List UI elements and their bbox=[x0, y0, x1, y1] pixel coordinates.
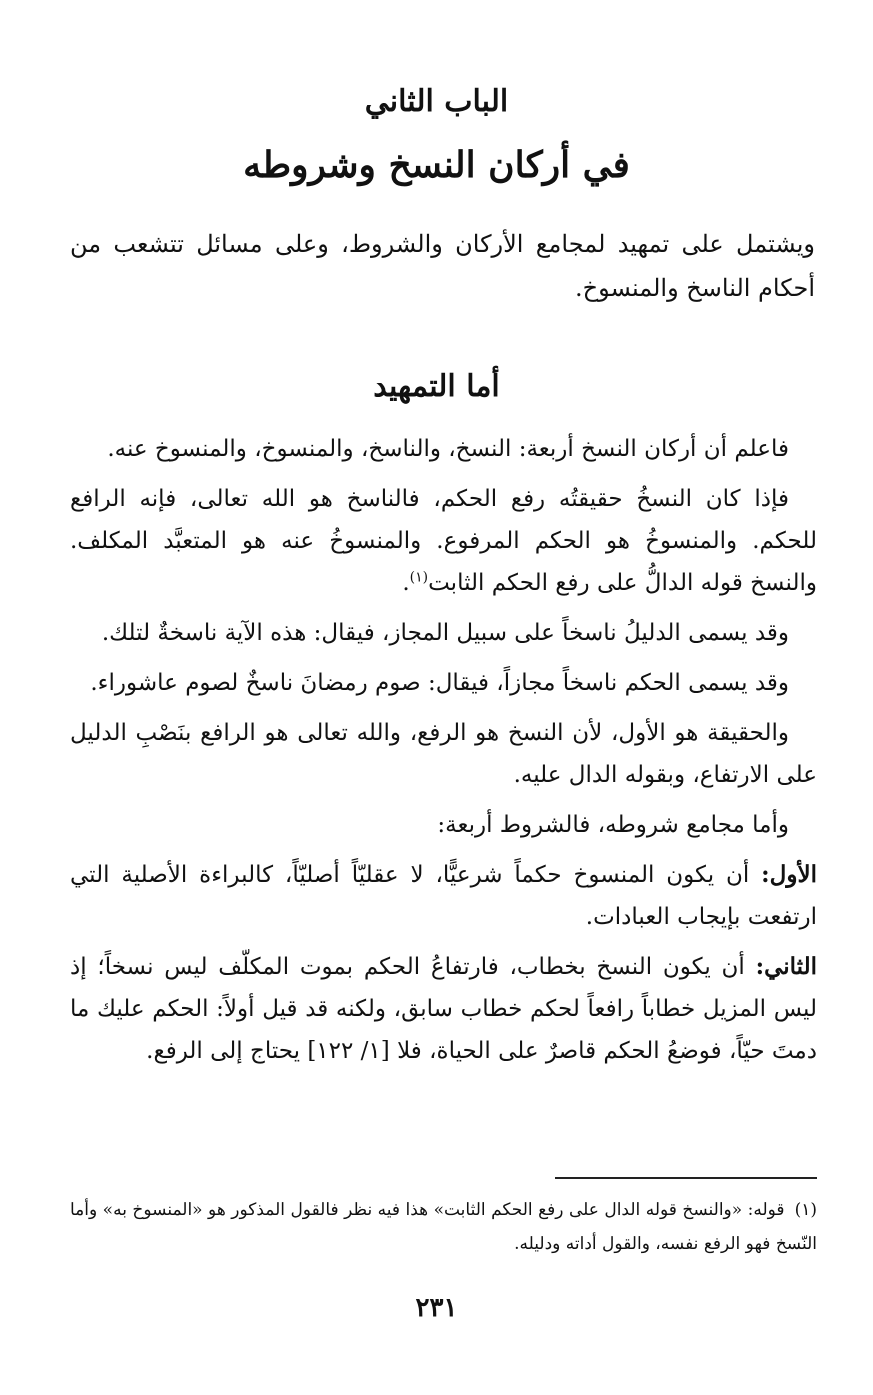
section-body bbox=[70, 428, 817, 1080]
condition-first-label: الأول: bbox=[761, 861, 817, 888]
condition-second-label: الثاني: bbox=[755, 953, 817, 980]
chapter-title: الباب الثاني bbox=[364, 84, 509, 119]
footnote-text: قوله: «والنسخ قوله الدال على رفع الحكم الثابت» هذا فيه نظر فالقول المذكور هو «المنسوخ به» وأما النّسخ فهو الرفع نفسه، والقول أداته ودليله. bbox=[70, 1200, 817, 1254]
paragraph-pillars: فاعلم أن أركان النسخ أربعة: النسخ، والناسخ، والمنسوخ، والمنسوخ عنه. bbox=[107, 436, 789, 462]
chapter-intro: ويشتمل على تمهيد لمجامع الأركان والشروط، وعلى مسائل تتشعب من أحكام الناسخ والمنسوخ. bbox=[70, 230, 815, 302]
footnote-reference: (١) bbox=[409, 569, 429, 586]
paragraph-conditions-intro: وأما مجامع شروطه، فالشروط أربعة: bbox=[437, 812, 789, 838]
section-heading: أما التمهيد bbox=[373, 369, 500, 404]
condition-second-text: أن يكون النسخ بخطاب، فارتفاعُ الحكم بموت المكلّف ليس نسخاً؛ إذ ليس المزيل خطاباً رافعاً لحكم خطاب سابق، ولكنه قد قيل أولاً: الحكم عليك ما دمتَ حيّاً، فوضعُ الحكم قاصرٌ على الحياة، فلا [١/ ١٢٢] يحتاج إلى الرفع. bbox=[70, 954, 817, 1064]
condition-first-text: أن يكون المنسوخ حكماً شرعيًّا، لا عقليّاً أصليّاً، كالبراءة الأصلية التي ارتفعت بإيجاب العبادات. bbox=[70, 862, 817, 930]
footnote bbox=[70, 1193, 817, 1261]
paragraph-evidence-naming: وقد يسمى الدليلُ ناسخاً على سبيل المجاز، فيقال: هذه الآية ناسخةٌ لتلك. bbox=[101, 620, 789, 646]
chapter-subtitle: في أركان النسخ وشروطه bbox=[243, 144, 630, 186]
paragraph-definition-end: . bbox=[402, 570, 410, 596]
paragraph-ruling-naming: وقد يسمى الحكم ناسخاً مجازاً، فيقال: صوم رمضانَ ناسخٌ لصوم عاشوراء. bbox=[90, 670, 789, 696]
footnote-number: (١) bbox=[794, 1200, 817, 1220]
footnote-divider bbox=[555, 1177, 817, 1179]
page-number: ٢٣١ bbox=[415, 1293, 458, 1323]
paragraph-condition-second bbox=[70, 946, 817, 1072]
paragraph-reality: والحقيقة هو الأول، لأن النسخ هو الرفع، والله تعالى هو الرافع بنَصْبِ الدليل على الارتفاع، وبقوله الدال عليه. bbox=[70, 720, 817, 788]
paragraph-definition-text: فإذا كان النسخُ حقيقتُه رفع الحكم، فالناسخ هو الله تعالى، فإنه الرافع للحكم. والمنسوخُ هو الحكم المرفوع. والمنسوخُ عنه هو المتعبَّد المكلف. والنسخ قوله الدالُّ على رفع الحكم الثابت bbox=[70, 486, 817, 596]
paragraph-condition-first bbox=[70, 854, 817, 938]
paragraph-definition bbox=[70, 478, 817, 604]
